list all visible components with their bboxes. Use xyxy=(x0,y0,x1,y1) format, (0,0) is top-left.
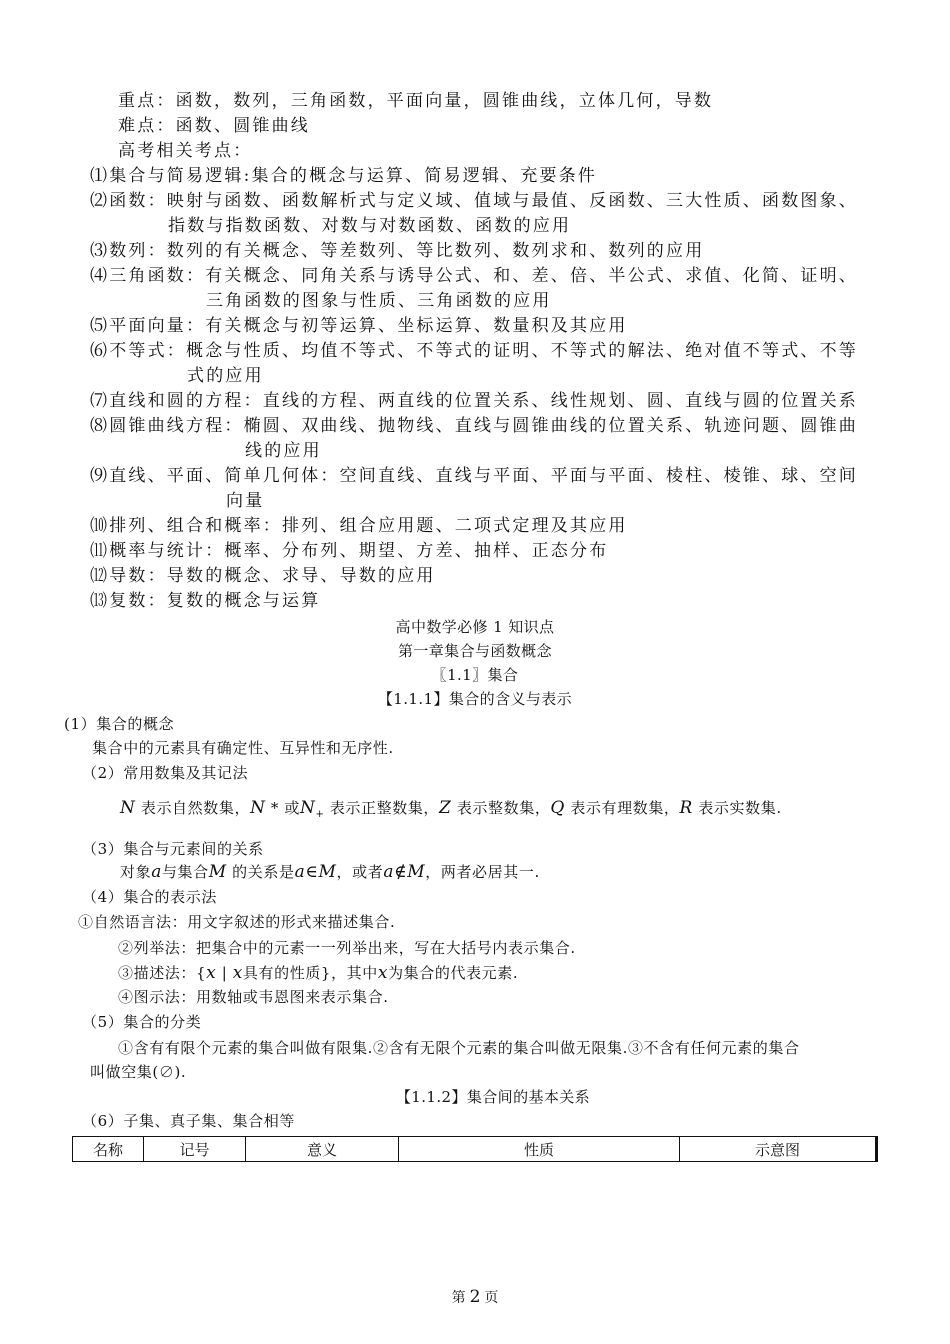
book-title: 高中数学必修 1 知识点 xyxy=(395,618,555,636)
symbol-R: R xyxy=(679,798,693,818)
exam-point-line: ⑽排列、组合和概率：排列、组合应用题、二项式定理及其应用 xyxy=(90,516,628,536)
s5-text-cont: 叫做空集(∅). xyxy=(90,1063,187,1081)
symbol-a: a xyxy=(151,862,162,882)
exam-point-line: 线的应用 xyxy=(245,441,322,461)
symbol-N-plus: N xyxy=(299,798,316,818)
exam-point-line: ⑾概率与统计：概率、分布列、期望、方差、抽样、正态分布 xyxy=(90,541,609,561)
subsection-title-2: 【1.1.2】集合间的基本关系 xyxy=(395,1088,591,1106)
subset-table xyxy=(72,1136,878,1162)
exam-point-line: ⑹不等式：概念与性质、均值不等式、不等式的证明、不等式的解法、绝对值不等式、不等 xyxy=(90,341,858,361)
s1-text: 集合中的元素具有确定性、互异性和无序性. xyxy=(92,739,394,757)
s4-item: ②列举法：把集合中的元素一一列举出来，写在大括号内表示集合. xyxy=(118,939,576,957)
exam-point-line: ⑻圆锥曲线方程：椭圆、双曲线、抛物线、直线与圆锥曲线的位置关系、轨迹问题、圆锥曲 xyxy=(90,416,858,436)
page-footer: 第 2 页 xyxy=(451,1287,499,1307)
s4-title: （4）集合的表示法 xyxy=(82,888,217,906)
exam-point-line: ⑼直线、平面、简单几何体：空间直线、直线与平面、平面与平面、棱柱、棱锥、球、空间 xyxy=(90,466,858,486)
table-header-row xyxy=(73,1137,877,1162)
s6-title: （6）子集、真子集、集合相等 xyxy=(82,1112,295,1130)
relation-not-in: a∉M xyxy=(383,862,426,882)
exam-point-line: 向量 xyxy=(226,491,265,511)
section-title: 〖1.1〗集合 xyxy=(431,666,519,684)
header-diagram: 示意图 xyxy=(680,1137,877,1162)
symbol-M: M xyxy=(208,862,227,882)
relation-in: a∈M xyxy=(294,862,337,882)
s1-title: (1）集合的概念 xyxy=(64,715,175,733)
s3-title: （3）集合与元素间的关系 xyxy=(82,840,264,858)
s5-text: ①含有有限个元素的集合叫做有限集.②含有无限个元素的集合叫做无限集.③不含有任何元素的集合 xyxy=(118,1039,800,1057)
chapter-title: 第一章集合与函数概念 xyxy=(397,642,552,660)
exam-point-line: ⑺直线和圆的方程：直线的方程、两直线的位置关系、线性规划、圆、直线与圆的位置关系 xyxy=(90,391,858,411)
exam-point-line: ⒀复数：复数的概念与运算 xyxy=(90,591,321,611)
exam-point-line: 式的应用 xyxy=(187,366,264,386)
exam-point-line: ⑵函数：映射与函数、函数解析式与定义域、值域与最值、反函数、三大性质、函数图象、 xyxy=(90,191,858,211)
s4-item: ①自然语言法：用文字叙述的形式来描述集合. xyxy=(78,913,396,931)
exam-points-title: 高考相关考点： xyxy=(118,141,253,161)
exam-point-line: ⑷三角函数：有关概念、同角关系与诱导公式、和、差、倍、半公式、求值、化简、证明、 xyxy=(90,266,858,286)
s2-title: （2）常用数集及其记法 xyxy=(82,764,249,782)
key-points: 重点：函数，数列，三角函数，平面向量，圆锥曲线，立体几何，导数 xyxy=(118,91,714,111)
exam-point-line: ⑶数列：数列的有关概念、等差数列、等比数列、数列求和、数列的应用 xyxy=(90,241,705,261)
header-property: 性质 xyxy=(399,1137,680,1162)
exam-point-line: 三角函数的图象与性质、三角函数的应用 xyxy=(206,291,552,311)
exam-point-line: ⑿导数：导数的概念、求导、导数的应用 xyxy=(90,566,436,586)
header-notation: 记号 xyxy=(144,1137,246,1162)
difficult-points: 难点：函数、圆锥曲线 xyxy=(118,116,310,136)
exam-point-line: ⑸平面向量：有关概念与初等运算、坐标运算、数量积及其应用 xyxy=(90,316,628,336)
s4-item: ④图示法：用数轴或韦恩图来表示集合. xyxy=(118,988,389,1006)
header-meaning: 意义 xyxy=(246,1137,399,1162)
symbol-Z: Z xyxy=(439,798,452,818)
membership-line: 对象a与集合M 的关系是a∈M，或者a∉M，两者必居其一. xyxy=(120,862,540,882)
exam-point-line: ⑴集合与简易逻辑:集合的概念与运算、简易逻辑、充要条件 xyxy=(90,166,598,186)
symbol-N: N xyxy=(120,798,136,818)
exam-point-line: 指数与指数函数、对数与对数函数、函数的应用 xyxy=(168,216,572,236)
symbol-Q: Q xyxy=(550,798,565,818)
symbol-N-star: N xyxy=(250,798,266,818)
header-name: 名称 xyxy=(73,1137,144,1162)
subsection-title: 【1.1.1】集合的含义与表示 xyxy=(377,690,573,708)
s4-item-descriptive: ③描述法：{x | x具有的性质}，其中x为集合的代表元素. xyxy=(118,963,519,983)
number-sets-line: N 表示自然数集，N * 或$N_+$ 表示正整数集，Z 表示整数集，Q 表示有理数集，R 表示实数集. xyxy=(120,798,782,820)
s5-title: （5）集合的分类 xyxy=(82,1013,202,1031)
page-number: 2 xyxy=(469,1287,481,1307)
